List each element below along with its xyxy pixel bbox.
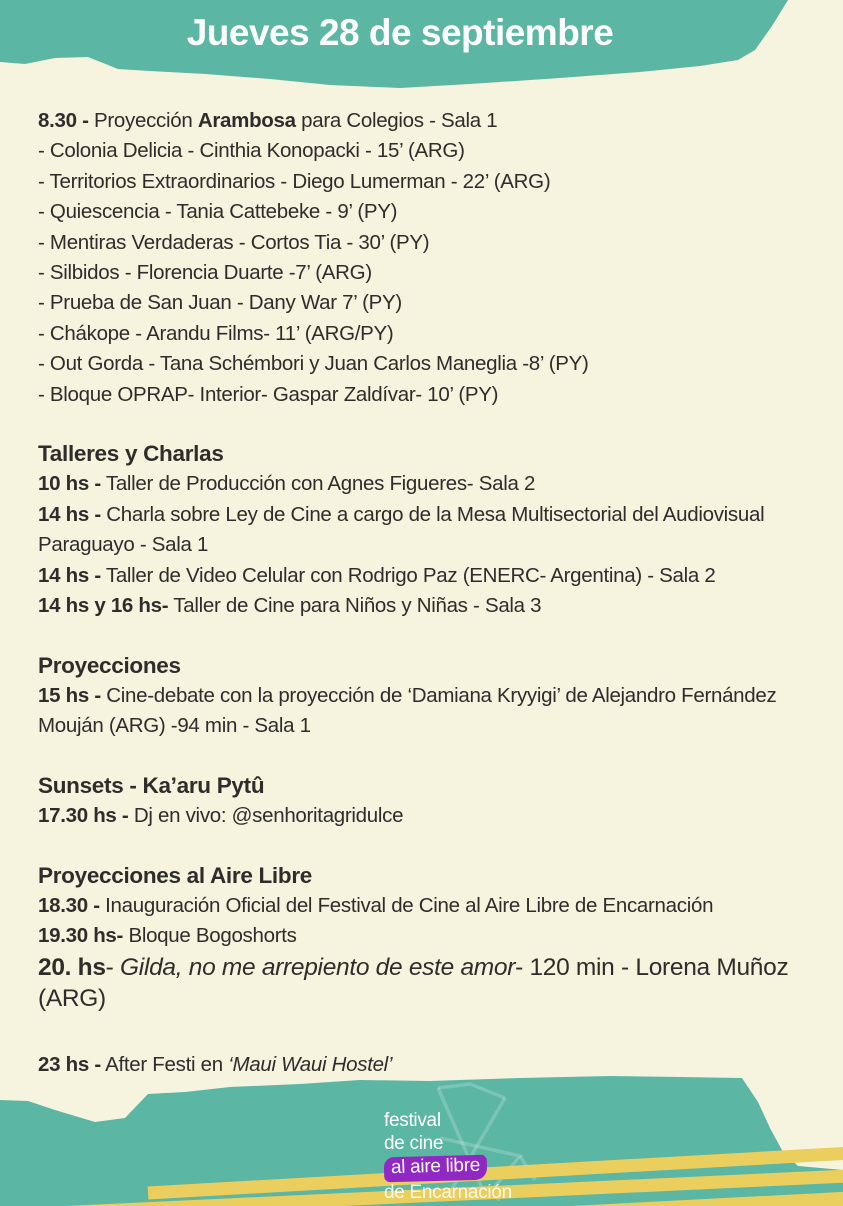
time-label: 14 hs - <box>38 563 101 587</box>
schedule-item: 23 hs - After Festi en ‘Maui Waui Hostel’ <box>38 1052 393 1076</box>
film-item: - Mentiras Verdaderas - Cortos Tia - 30’ (PY) <box>38 230 430 254</box>
time-label: 23 hs - <box>38 1052 101 1076</box>
logo-line-4: de Encarnación <box>384 1181 512 1203</box>
section-heading: Proyecciones <box>38 652 181 678</box>
schedule-item: 10 hs - Taller de Producción con Agnes Figueres- Sala 2 <box>38 472 536 496</box>
festival-logo <box>384 1110 512 1204</box>
time-label: 15 hs - <box>38 683 101 707</box>
film-item: - Colonia Delicia - Cinthia Konopacki - 15’ (ARG) <box>38 139 465 163</box>
section-talleres <box>38 439 816 621</box>
schedule-item: 14 hs - Charla sobre Ley de Cine a cargo de la Mesa Multisectorial del Audiovisual Paraguayo - Sala 1 <box>38 502 765 557</box>
film-item: - Silbidos - Florencia Duarte -7’ (ARG) <box>38 261 372 285</box>
film-item: - Territorios Extraordinarios - Diego Lumerman - 22’ (ARG) <box>38 169 551 193</box>
schedule-item: 19.30 hs- Bloque Bogoshorts <box>38 924 297 948</box>
section-aire-libre <box>38 861 816 1014</box>
schedule-item: 18.30 - Inauguración Oficial del Festival de Cine al Aire Libre de Encarnación <box>38 893 714 917</box>
venue-italic: ‘Maui Waui Hostel’ <box>228 1052 393 1076</box>
schedule-item: 14 hs - Taller de Video Celular con Rodrigo Paz (ENERC- Argentina) - Sala 2 <box>38 563 716 587</box>
section-sunsets <box>38 771 816 832</box>
film-item: - Quiescencia - Tania Cattebeke - 9’ (PY) <box>38 200 398 224</box>
time-label: 14 hs y 16 hs- <box>38 594 169 618</box>
page-title: Jueves 28 de septiembre <box>186 12 614 53</box>
section-heading: Talleres y Charlas <box>38 441 224 467</box>
time-label: 17.30 hs - <box>38 804 129 828</box>
film-item: - Out Gorda - Tana Schémbori y Juan Carlos Maneglia -8’ (PY) <box>38 352 589 376</box>
logo-line-1: festival <box>384 1110 441 1131</box>
time-label: 8.30 - <box>38 109 89 132</box>
section-heading: Sunsets - Ka’aru Pytû <box>38 772 265 798</box>
section-heading: Proyecciones al Aire Libre <box>38 862 312 888</box>
schedule-item: 8.30 - Proyección Arambosa para Colegios - Sala 1 <box>38 109 498 132</box>
film-title-italic: Gilda, no me arrepiento de este amor <box>120 953 516 981</box>
schedule-item-continuation: (ARG) <box>38 984 106 1012</box>
schedule-item: 15 hs - Cine-debate con la proyección de ‘Damiana Kryyigi’ de Alejandro Fernández Mouján (ARG) -94 min - Sala 1 <box>38 683 777 738</box>
time-label: 14 hs - <box>38 502 101 526</box>
film-title-bold: Arambosa <box>197 109 296 132</box>
schedule-item-gilda: 20. hs- Gilda, no me arrepiento de este amor- 120 min - Lorena Muñoz <box>38 953 789 981</box>
time-label: 19.30 hs- <box>38 924 124 948</box>
logo-line-2: de cine <box>384 1132 444 1154</box>
section-proyecciones <box>38 651 816 742</box>
film-item: - Bloque OPRAP- Interior- Gaspar Zaldívar- 10’ (PY) <box>38 382 499 406</box>
opening-block <box>38 106 816 410</box>
logo-highlight: al aire libre <box>384 1155 488 1182</box>
time-label: 10 hs - <box>38 472 101 496</box>
schedule-item: 14 hs y 16 hs- Taller de Cine para Niños y Niñas - Sala 3 <box>38 594 542 618</box>
time-label: 18.30 - <box>38 893 100 917</box>
film-item: - Prueba de San Juan - Dany War 7’ (PY) <box>38 291 402 315</box>
time-label: 20. hs <box>38 953 106 981</box>
film-item: - Chákope - Arandu Films- 11’ (ARG/PY) <box>38 321 394 345</box>
schedule <box>38 106 816 1080</box>
schedule-item: 17.30 hs - Dj en vivo: @senhoritagridulce <box>38 804 404 828</box>
